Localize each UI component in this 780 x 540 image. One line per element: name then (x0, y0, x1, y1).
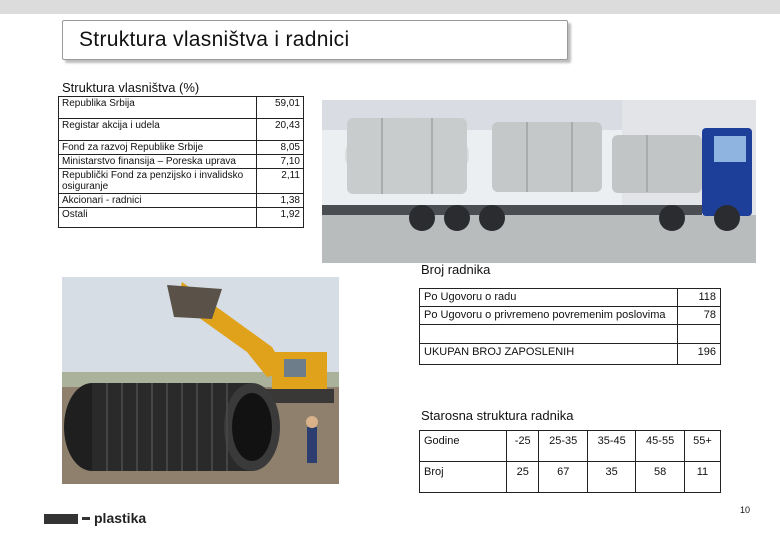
ownership-value: 8,05 (257, 141, 304, 155)
age-group-header: -25 (507, 431, 539, 462)
employees-value (678, 325, 721, 344)
ownership-row (59, 141, 304, 155)
employees-value: 78 (678, 307, 721, 325)
excavator-photo (62, 277, 339, 484)
ownership-value: 59,01 (257, 97, 304, 119)
ownership-label: Fond za razvoj Republike Srbije (59, 141, 257, 155)
employees-heading: Broj radnika (421, 262, 491, 277)
ownership-table (58, 96, 304, 228)
ownership-value: 1,92 (257, 208, 304, 228)
ownership-row (59, 169, 304, 194)
ownership-row (59, 194, 304, 208)
age-group-count: 58 (636, 462, 684, 493)
age-header-label: Godine (420, 431, 507, 462)
employees-table (419, 288, 721, 365)
age-group-header: 25-35 (539, 431, 587, 462)
ownership-label: Ministarstvo finansija – Poreska uprava (59, 155, 257, 169)
slide-title: Struktura vlasništva i radnici (79, 28, 350, 51)
age-row-label: Broj (420, 462, 507, 493)
ownership-row (59, 97, 304, 119)
page-number: 10 (740, 505, 751, 515)
ownership-heading: Struktura vlasništva (%) (62, 80, 200, 95)
ownership-label: Republički Fond za penzijsko i invalidsko osiguranje (59, 169, 257, 194)
age-group-count: 25 (507, 462, 539, 493)
ownership-value: 2,11 (257, 169, 304, 194)
ownership-label: Republika Srbija (59, 97, 257, 119)
employees-label (420, 325, 678, 344)
employees-label: Po Ugovoru o privremeno povremenim poslovima (420, 307, 678, 325)
employees-label: Po Ugovoru o radu (420, 289, 678, 307)
ownership-label: Registar akcija i udela (59, 119, 257, 141)
top-band (0, 0, 780, 14)
employees-row (420, 325, 721, 344)
employees-value: 196 (678, 344, 721, 365)
employees-row (420, 344, 721, 365)
ownership-row (59, 155, 304, 169)
employees-value: 118 (678, 289, 721, 307)
ownership-label: Ostali (59, 208, 257, 228)
ownership-value: 1,38 (257, 194, 304, 208)
ownership-row (59, 119, 304, 141)
age-group-count: 67 (539, 462, 587, 493)
age-values-row (420, 462, 721, 493)
employees-row (420, 289, 721, 307)
age-structure-heading: Starosna struktura radnika (421, 408, 574, 423)
truck-photo (322, 100, 756, 263)
age-group-header: 55+ (684, 431, 720, 462)
ownership-row (59, 208, 304, 228)
ownership-value: 7,10 (257, 155, 304, 169)
age-header-row (420, 431, 721, 462)
age-group-header: 45-55 (636, 431, 684, 462)
title-frame (62, 20, 568, 60)
age-structure-table (419, 430, 721, 493)
svg-text:plastika: plastika (94, 510, 147, 526)
age-group-header: 35-45 (587, 431, 635, 462)
company-logo (44, 508, 174, 530)
ownership-value: 20,43 (257, 119, 304, 141)
employees-label: UKUPAN BROJ ZAPOSLENIH (420, 344, 678, 365)
ownership-label: Akcionari - radnici (59, 194, 257, 208)
age-group-count: 35 (587, 462, 635, 493)
age-group-count: 11 (684, 462, 720, 493)
employees-row (420, 307, 721, 325)
